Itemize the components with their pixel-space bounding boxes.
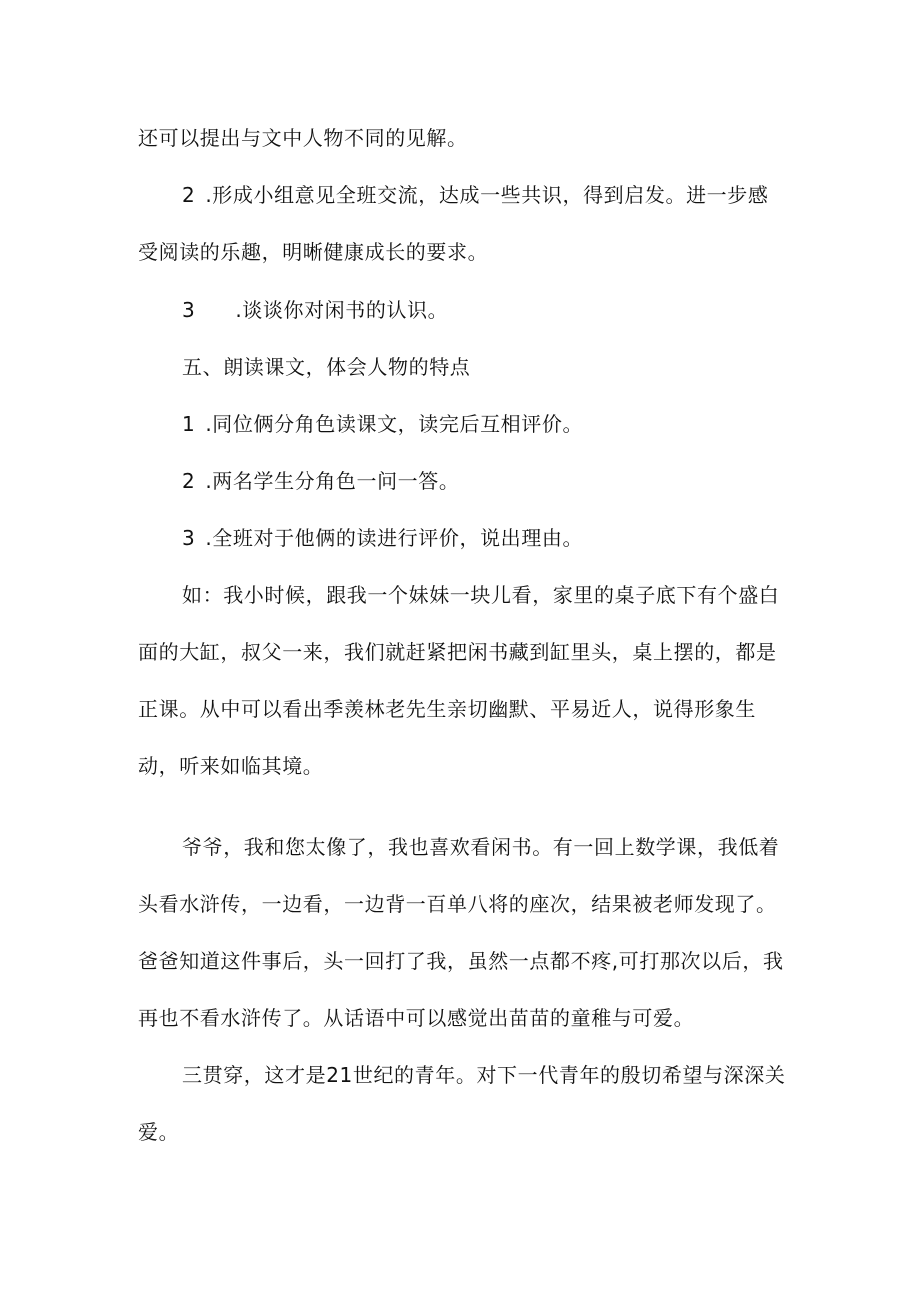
paragraph-line: [138, 125, 468, 151]
paragraph-text: 面的大缸，叔父一来，我们就赶紧把闲书藏到缸里头，桌上摆的，都是: [138, 640, 777, 664]
list-text: 受阅读的乐趣，明晰健康成长的要求。: [138, 240, 489, 264]
list-text: .形成小组意见全班交流，达成一些共识，得到启发。进一步感: [205, 183, 769, 207]
paragraph-text: 爱。: [138, 1120, 180, 1144]
section-5-item-1: [182, 411, 583, 437]
grandpa-line-4: [138, 1005, 694, 1031]
paragraph-text: 还可以提出与文中人物不同的见解。: [138, 126, 468, 150]
paragraph-text: 如：我小时候，跟我一个妹妹一块儿看，家里的桌子底下有个盛白: [182, 583, 780, 607]
list-item-2-line-1: [182, 182, 769, 208]
grandpa-line-1: [182, 834, 779, 860]
example-line-1: [182, 582, 779, 608]
section-5-item-2: [182, 468, 460, 494]
section-heading: [182, 354, 470, 380]
list-item-3: [182, 297, 448, 323]
list-text: .谈谈你对闲书的认识。: [235, 298, 449, 322]
example-line-4: [138, 753, 323, 779]
grandpa-line-3: [138, 948, 784, 974]
final-line-1: [182, 1062, 785, 1088]
list-number: 3: [182, 298, 196, 322]
list-number: 3: [182, 526, 196, 550]
paragraph-text: 爷爷，我和您太像了，我也喜欢看闲书。有一回上数学课，我低着: [182, 835, 780, 859]
example-line-3: [138, 696, 756, 722]
example-line-2: [138, 639, 777, 665]
list-number: 1: [182, 412, 196, 436]
list-item-2-line-2: [138, 239, 488, 265]
list-number: 2: [182, 469, 196, 493]
grandpa-line-2: [138, 891, 777, 917]
list-text: .两名学生分角色一问一答。: [205, 469, 460, 493]
final-line-2: [138, 1119, 179, 1145]
paragraph-text: 三贯穿，这才是21世纪的青年。对下一代青年的殷切希望与深深关: [182, 1063, 786, 1087]
paragraph-text: 正课。从中可以看出季羡林老先生亲切幽默、平易近人，说得形象生: [138, 697, 756, 721]
paragraph-text: 爸爸知道这件事后，头一回打了我，虽然一点都不疼,可打那次以后，我: [138, 949, 784, 973]
paragraph-text: 再也不看水浒传了。从话语中可以感觉出苗苗的童稚与可爱。: [138, 1006, 695, 1030]
list-text: .全班对于他俩的读进行评价，说出理由。: [205, 526, 584, 550]
list-number: 2: [182, 183, 196, 207]
paragraph-text: 头看水浒传，一边看，一边背一百单八将的座次，结果被老师发现了。: [138, 892, 777, 916]
section-title: 五、朗读课文，体会人物的特点: [182, 355, 471, 379]
section-5-item-3: [182, 525, 583, 551]
list-text: .同位俩分角色读课文，读完后互相评价。: [205, 412, 584, 436]
paragraph-text: 动，听来如临其境。: [138, 754, 324, 778]
